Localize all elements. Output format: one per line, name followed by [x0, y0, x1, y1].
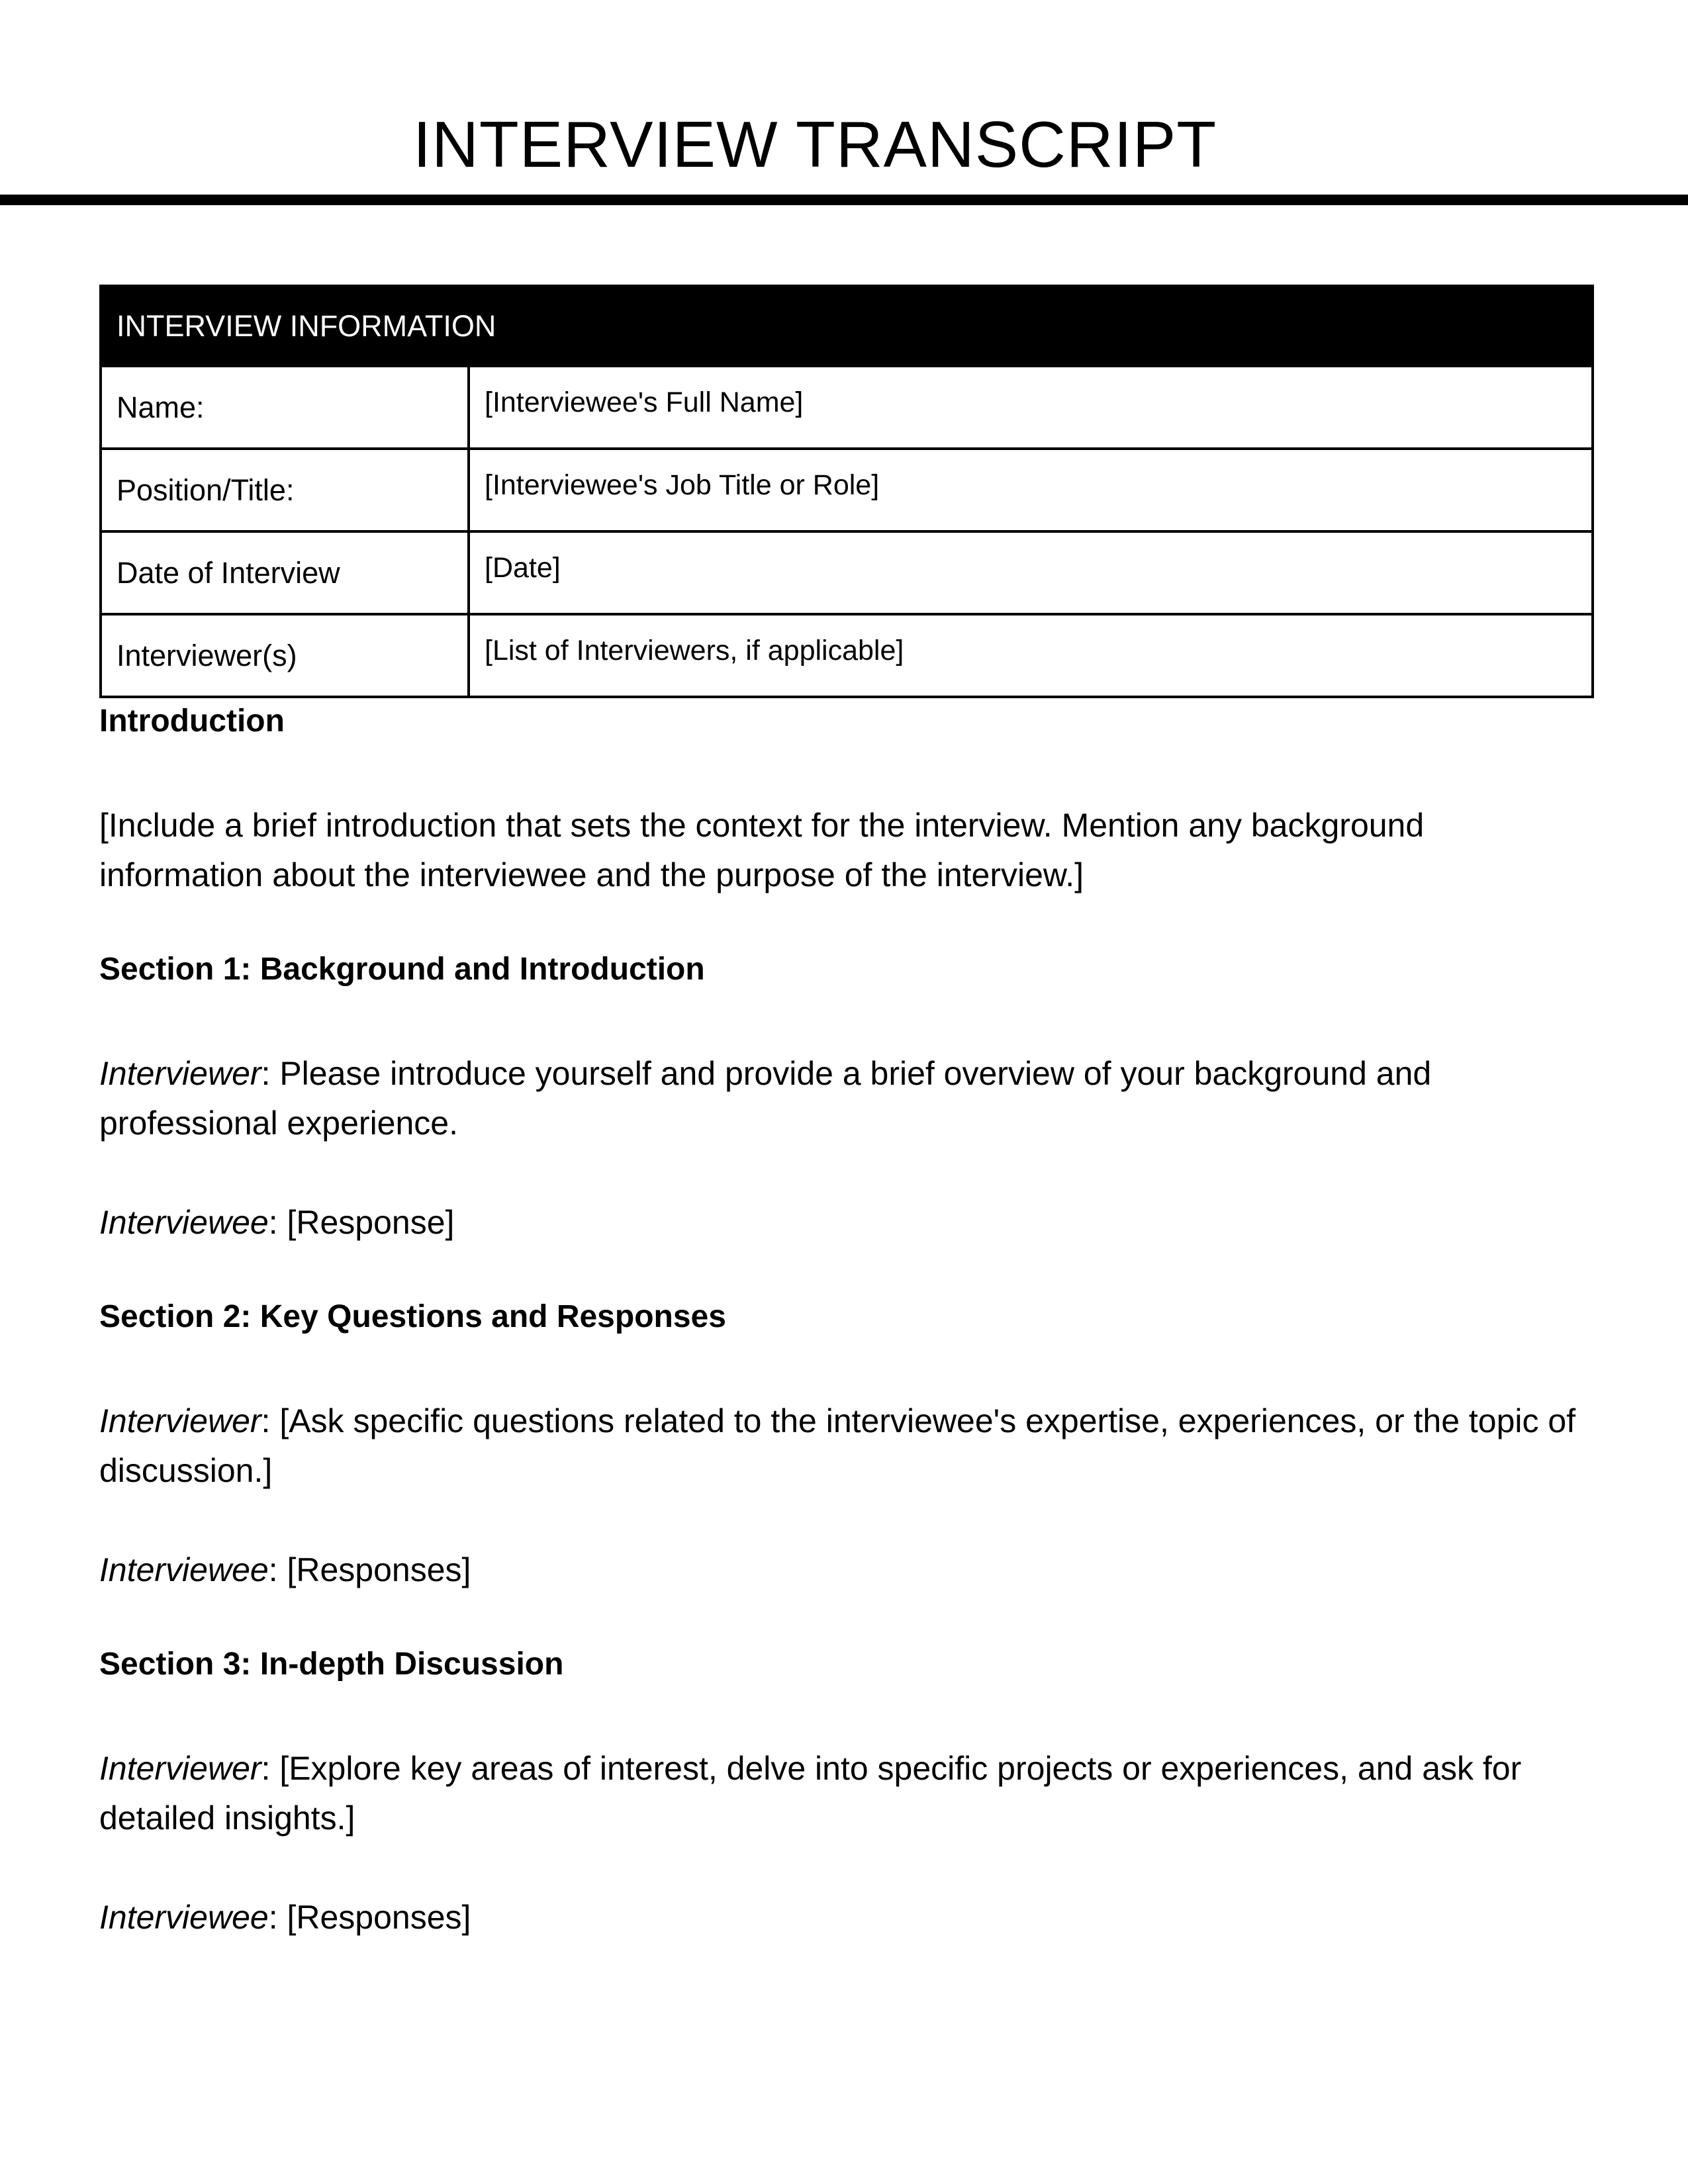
section-1-interviewer-line [99, 1049, 1582, 1148]
row-value-interviewers[interactable]: [List of Interviewers, if applicable] [469, 614, 1593, 697]
row-label-interviewers: Interviewer(s) [101, 614, 469, 697]
transcript-body [99, 702, 1582, 1992]
interviewee-label: Interviewee [99, 1551, 269, 1588]
introduction-text: [Include a brief introduction that sets the context for the interview. Mention any background information about the interviewee and the purpose of the interview.] [99, 807, 1425, 893]
row-label-date: Date of Interview [101, 531, 469, 614]
section-2-heading: Section 2: Key Questions and Responses [99, 1299, 726, 1334]
section-3-heading: Section 3: In-depth Discussion [99, 1647, 564, 1682]
interviewee-text: : [Responses] [268, 1551, 471, 1588]
interviewee-text: : [Response] [268, 1204, 455, 1241]
table-header: INTERVIEW INFORMATION [101, 286, 1593, 366]
table-row-interviewers [101, 614, 1593, 697]
interview-information-table [99, 285, 1594, 698]
interviewee-label: Interviewee [99, 1204, 269, 1241]
introduction-heading: Introduction [99, 704, 285, 739]
section-1-heading: Section 1: Background and Introduction [99, 952, 705, 987]
interviewee-label: Interviewee [99, 1899, 269, 1936]
interviewer-text: : [Explore key areas of interest, delve into specific projects or experiences, and ask for detailed insights.] [99, 1750, 1522, 1837]
title-divider [0, 195, 1688, 205]
row-label-position: Position/Title: [101, 449, 469, 531]
interviewee-text: : [Responses] [268, 1899, 471, 1936]
section-2-interviewee-line [99, 1545, 1582, 1595]
table-row-position [101, 449, 1593, 531]
section-3-interviewer-line [99, 1744, 1582, 1843]
row-value-name[interactable]: [Interviewee's Full Name] [469, 366, 1593, 449]
section-1-interviewee-line [99, 1198, 1582, 1248]
interviewer-text: : [Ask specific questions related to the interviewee's expertise, experiences, or the topic of discussion.] [99, 1402, 1576, 1489]
row-value-date[interactable]: [Date] [469, 531, 1593, 614]
table-row-date [101, 531, 1593, 614]
table-header-row [101, 286, 1593, 366]
section-3-interviewee-line [99, 1893, 1582, 1942]
page-title: INTERVIEW TRANSCRIPT [412, 108, 1217, 181]
interviewer-label: Interviewer [99, 1402, 261, 1439]
row-value-position[interactable]: [Interviewee's Job Title or Role] [469, 449, 1593, 531]
row-label-name: Name: [101, 366, 469, 449]
table-row-name [101, 366, 1593, 449]
interviewer-label: Interviewer [99, 1750, 261, 1787]
interviewer-label: Interviewer [99, 1055, 261, 1092]
section-2-interviewer-line [99, 1396, 1582, 1496]
interviewer-text: : Please introduce yourself and provide a brief overview of your background and professional experience. [99, 1055, 1432, 1142]
